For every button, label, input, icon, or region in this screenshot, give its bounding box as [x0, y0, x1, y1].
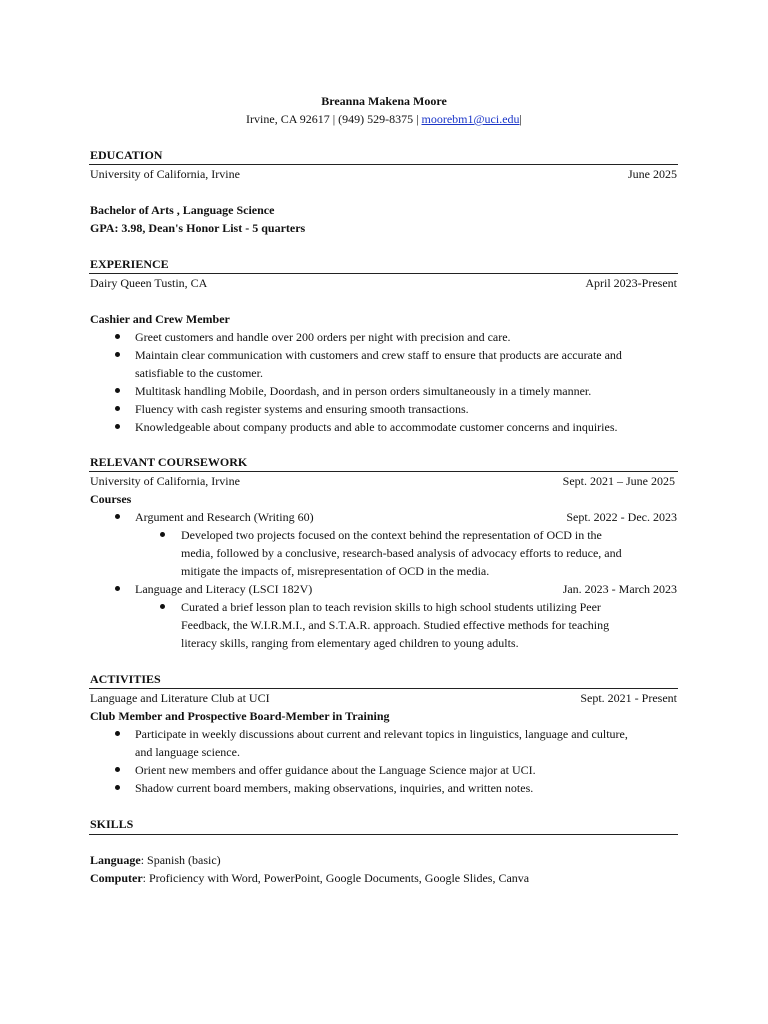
course-date: Sept. 2022 - Dec. 2023	[566, 510, 677, 524]
bullet-icon	[114, 420, 122, 434]
bullet-icon	[114, 510, 122, 524]
course-detail: Curated a brief lesson plan to teach revision skills to high school students utilizing Peer	[181, 600, 601, 614]
bullet-icon	[114, 763, 122, 777]
bullet-icon	[159, 600, 167, 614]
activities-bullet: Orient new members and offer guidance about the Language Science major at UCI.	[135, 763, 536, 777]
course-detail: mitigate the impacts of, misrepresentation of OCD in the media.	[181, 564, 490, 578]
course-date: Jan. 2023 - March 2023	[562, 582, 677, 596]
experience-date: April 2023-Present	[585, 276, 677, 290]
section-divider	[89, 164, 678, 165]
experience-bullet: Greet customers and handle over 200 orders per night with precision and care.	[135, 330, 511, 344]
skills-computer	[90, 871, 529, 885]
bullet-icon	[114, 781, 122, 795]
section-divider	[89, 688, 678, 689]
experience-heading: EXPERIENCE	[90, 257, 169, 271]
bullet-icon	[159, 528, 167, 542]
skills-language	[90, 853, 221, 867]
experience-bullet: Multitask handling Mobile, Doordash, and in person orders simultaneously in a timely manner.	[135, 384, 592, 398]
bullet-icon	[114, 348, 122, 362]
skills-computer-label: Computer	[90, 871, 143, 885]
experience-bullet: Fluency with cash register systems and ensuring smooth transactions.	[135, 402, 469, 416]
activities-heading: ACTIVITIES	[90, 672, 161, 686]
course-detail: Feedback, the W.I.R.M.I., and S.T.A.R. approach. Studied effective methods for teaching	[181, 618, 610, 632]
course-detail: literacy skills, ranging from elementary aged children to young adults.	[181, 636, 519, 650]
bullet-icon	[114, 582, 122, 596]
experience-bullet-cont: satisfiable to the customer.	[135, 366, 263, 380]
candidate-name: Breanna Makena Moore	[321, 94, 447, 108]
education-heading: EDUCATION	[90, 148, 163, 162]
coursework-school: University of California, Irvine	[90, 474, 240, 488]
education-date: June 2025	[628, 167, 677, 181]
activities-date: Sept. 2021 - Present	[580, 691, 677, 705]
coursework-heading: RELEVANT COURSEWORK	[90, 455, 248, 469]
activities-role: Club Member and Prospective Board-Member in Training	[90, 709, 390, 723]
course-detail: media, followed by a conclusive, research-based analysis of advocacy efforts to reduce, and	[181, 546, 622, 560]
skills-heading: SKILLS	[90, 817, 134, 831]
course-name: Language and Literacy (LSCI 182V)	[135, 582, 313, 596]
education-gpa: GPA: 3.98, Dean's Honor List - 5 quarters	[90, 221, 306, 235]
experience-role: Cashier and Crew Member	[90, 312, 230, 326]
course-name: Argument and Research (Writing 60)	[135, 510, 314, 524]
education-school: University of California, Irvine	[90, 167, 240, 181]
activities-bullet: Participate in weekly discussions about current and relevant topics in linguistics, language and culture,	[135, 727, 628, 741]
email-link[interactable]: moorebm1@uci.edu	[421, 112, 520, 126]
bullet-icon	[114, 384, 122, 398]
section-divider	[89, 471, 678, 472]
bullet-icon	[114, 402, 122, 416]
skills-language-label: Language	[90, 853, 141, 867]
skills-language-value: : Spanish (basic)	[140, 853, 221, 867]
bullet-icon	[114, 727, 122, 741]
contact-suffix: |	[519, 112, 522, 126]
activities-bullet-cont: and language science.	[135, 745, 240, 759]
contact-line	[0, 112, 768, 126]
section-divider	[89, 273, 678, 274]
bullet-icon	[114, 330, 122, 344]
activities-org: Language and Literature Club at UCI	[90, 691, 270, 705]
activities-bullet: Shadow current board members, making observations, inquiries, and written notes.	[135, 781, 534, 795]
courses-subheading: Courses	[90, 492, 132, 506]
contact-prefix: Irvine, CA 92617 | (949) 529-8375 |	[246, 112, 422, 126]
course-detail: Developed two projects focused on the context behind the representation of OCD in the	[181, 528, 602, 542]
education-degree: Bachelor of Arts , Language Science	[90, 203, 275, 217]
experience-employer: Dairy Queen Tustin, CA	[90, 276, 208, 290]
section-divider	[89, 834, 678, 835]
experience-bullet: Maintain clear communication with customers and crew staff to ensure that products are accurate and	[135, 348, 622, 362]
coursework-date: Sept. 2021 – June 2025	[562, 474, 675, 488]
experience-bullet: Knowledgeable about company products and able to accommodate customer concerns and inquiries.	[135, 420, 618, 434]
skills-computer-value: : Proficiency with Word, PowerPoint, Google Documents, Google Slides, Canva	[142, 871, 530, 885]
